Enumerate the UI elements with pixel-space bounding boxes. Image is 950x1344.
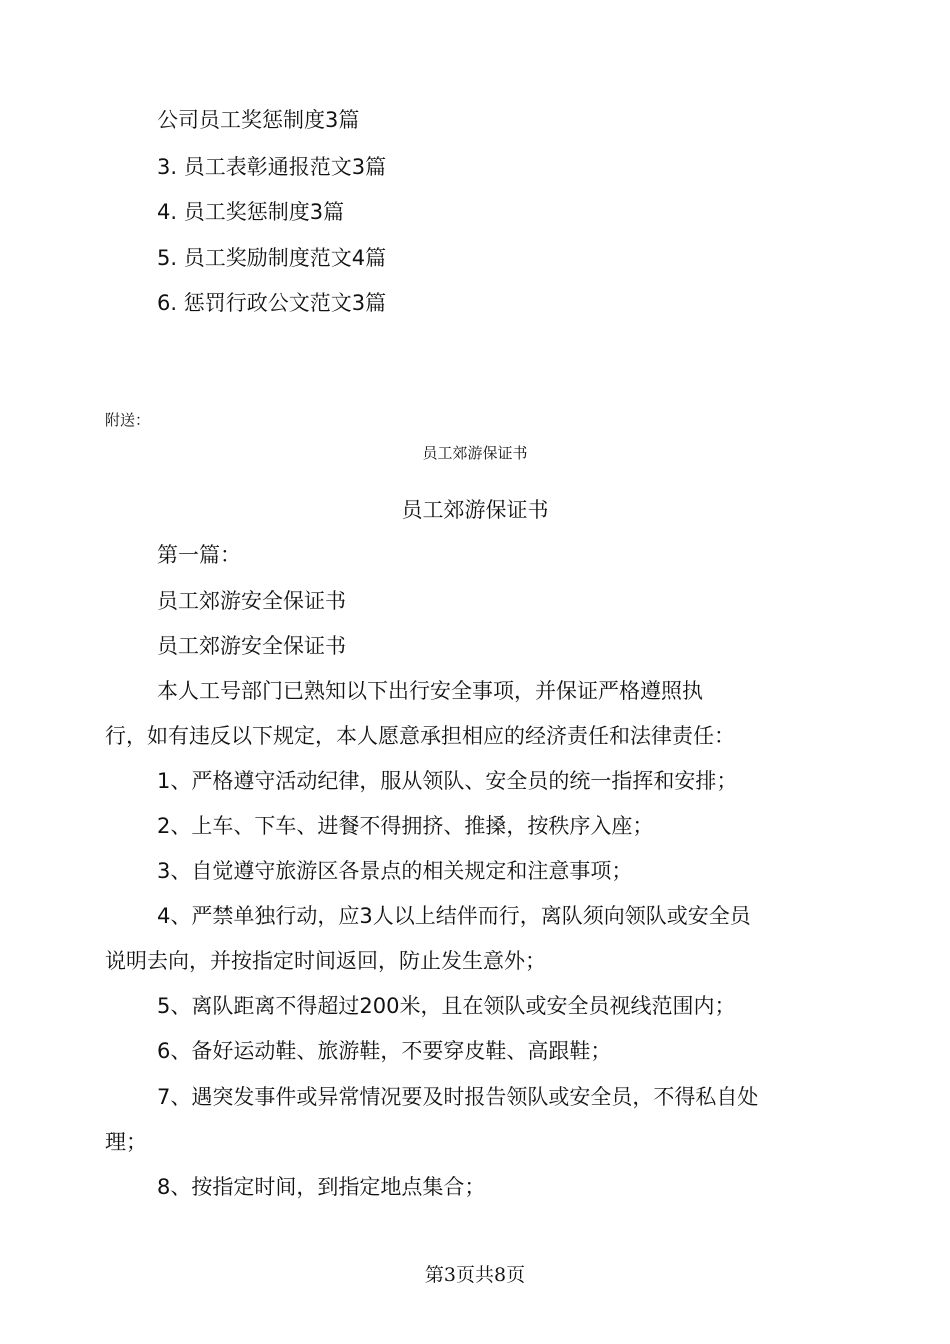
subtitle-2: 员工郊游安全保证书 xyxy=(157,634,346,658)
intro-line-1: 本人工号部门已熟知以下出行安全事项，并保证严格遵照执 xyxy=(157,679,703,703)
appendix-label: 附送： xyxy=(105,411,151,429)
part-label: 第一篇： xyxy=(157,543,241,567)
rule-5: 5、离队距离不得超过200米，且在领队或安全员视线范围内； xyxy=(157,994,736,1018)
rule-2: 2、上车、下车、进餐不得拥挤、推搡，按秩序入座； xyxy=(157,814,654,838)
rule-6: 6、备好运动鞋、旅游鞋，不要穿皮鞋、高跟鞋； xyxy=(157,1039,612,1063)
rule-1: 1、严格遵守活动纪律，服从领队、安全员的统一指挥和安排； xyxy=(157,769,738,793)
rule-3: 3、自觉遵守旅游区各景点的相关规定和注意事项； xyxy=(157,859,633,883)
list-item-intro: 公司员工奖惩制度3篇 xyxy=(157,108,360,132)
rule-8: 8、按指定时间，到指定地点集合； xyxy=(157,1175,486,1199)
rule-4-line-2: 说明去向，并按指定时间返回，防止发生意外； xyxy=(105,949,546,973)
intro-line-2: 行，如有违反以下规定，本人愿意承担相应的经济责任和法律责任： xyxy=(105,724,735,748)
list-item-6: 6. 惩罚行政公文范文3篇 xyxy=(157,291,387,315)
list-item-5: 5. 员工奖励制度范文4篇 xyxy=(157,246,387,270)
rule-7-line-2: 理； xyxy=(105,1130,147,1154)
subtitle-1: 员工郊游安全保证书 xyxy=(157,589,346,613)
rule-4-line-1: 4、严禁单独行动，应3人以上结伴而行，离队须向领队或安全员 xyxy=(157,904,751,928)
list-item-4: 4. 员工奖惩制度3篇 xyxy=(157,200,345,224)
list-item-3: 3. 员工表彰通报范文3篇 xyxy=(157,155,387,179)
appendix-small-title: 员工郊游保证书 xyxy=(422,444,528,462)
document-title: 员工郊游保证书 xyxy=(401,498,549,522)
rule-7-line-1: 7、遇突发事件或异常情况要及时报告领队或安全员，不得私自处 xyxy=(157,1085,759,1109)
page-indicator: 第3页共8页 xyxy=(424,1264,526,1286)
